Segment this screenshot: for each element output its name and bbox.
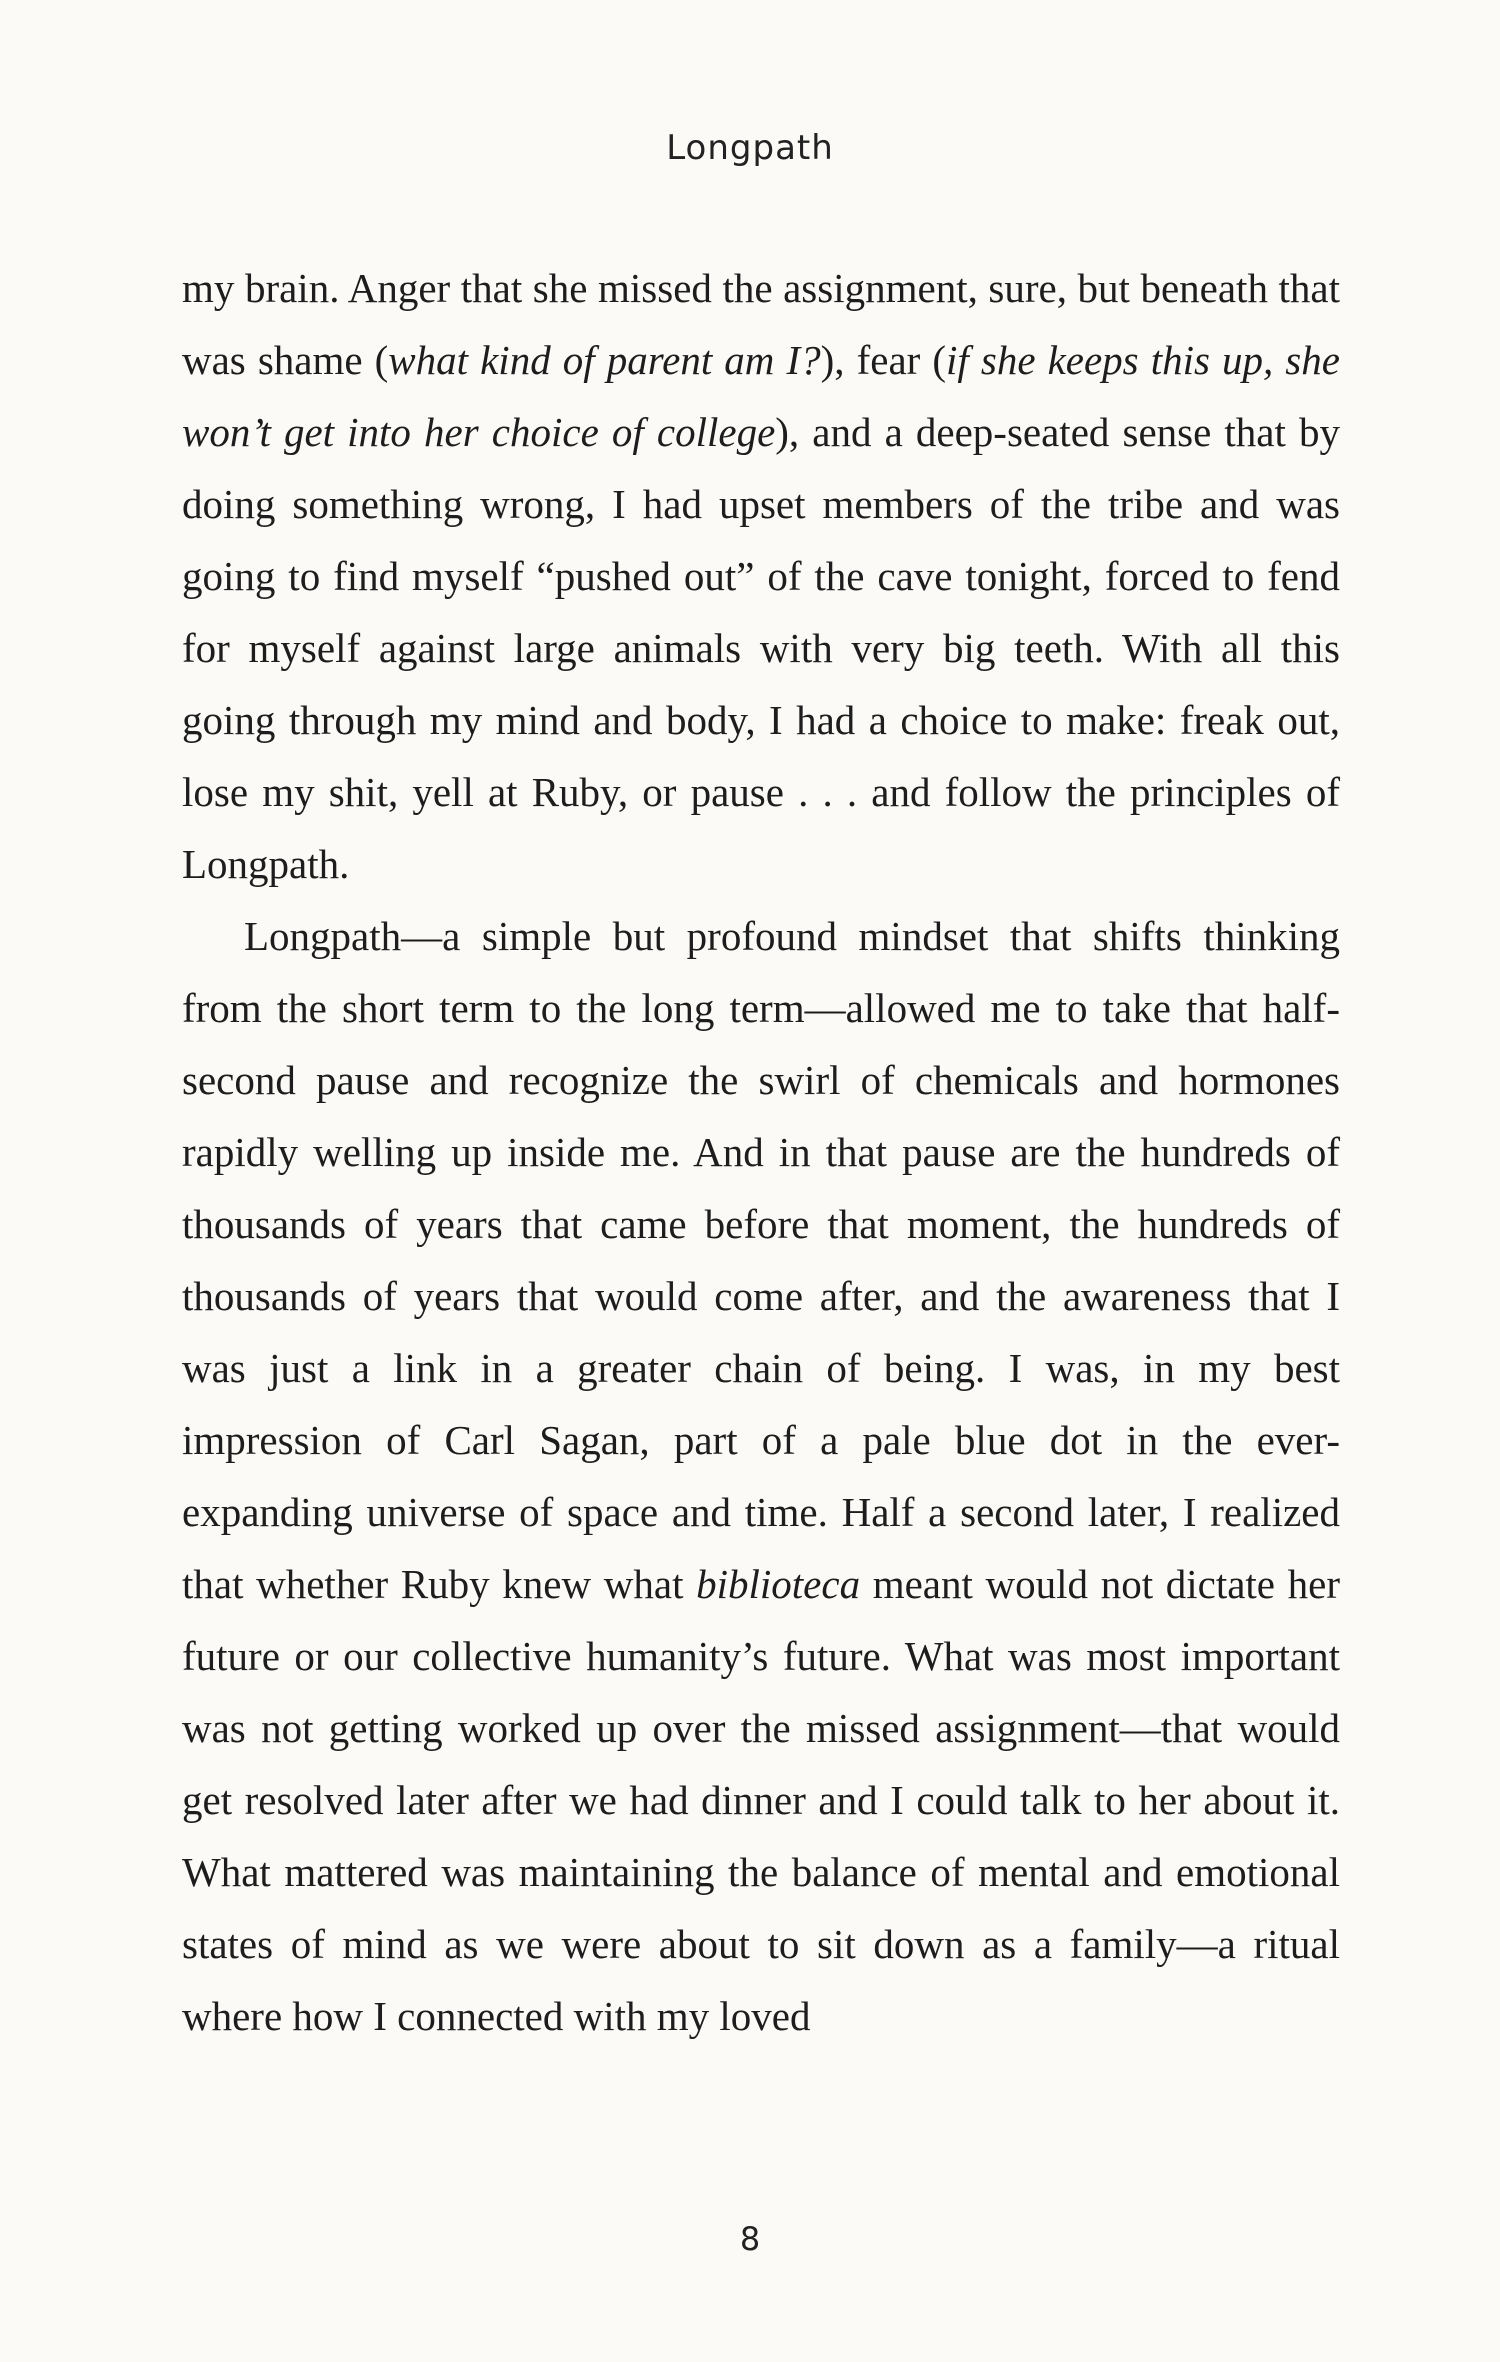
page-number: 8: [739, 2220, 761, 2258]
paragraph-1-italic-b: if she keeps this up, she won’t get into her choice of college: [182, 337, 1340, 455]
paragraph-2: [182, 900, 1340, 2052]
body-text: [182, 252, 1340, 2052]
paragraph-1-text-a: my brain. Anger that she missed the assignment, sure, but beneath that was shame (: [182, 265, 1340, 383]
paragraph-1: [182, 252, 1340, 900]
paragraph-2-italic: biblioteca: [696, 1561, 861, 1607]
paragraph-2-text-b: meant would not dictate her future or our collective humanity’s future. What was most important was not getting worked up over the missed assignment—that would get resolved later after we had dinner and I could talk to her about it. What mattered was maintaining the balance of mental and emotional states of mind as we were about to sit down as a family—a ritual where how I connected with my loved: [182, 1561, 1340, 2039]
paragraph-1-text-b: ), fear (: [820, 337, 947, 383]
paragraph-1-text-c: ), and a deep-seated sense that by doing something wrong, I had upset members of the tribe and was going to find myself “pushed out” of the cave tonight, forced to fend for myself against large animals with very big teeth. With all this going through my mind and body, I had a choice to make: freak out, lose my shit, yell at Ruby, or pause . . . and follow the principles of Longpath.: [182, 409, 1341, 887]
running-head: Longpath: [666, 128, 834, 168]
paragraph-2-text-a: Longpath—a simple but profound mindset that shifts thinking from the short term to the long term—allowed me to take that half-second pause and recognize the swirl of chemicals and hormones rapidly welling up inside me. And in that pause are the hundreds of thousands of years that came before that moment, the hundreds of thousands of years that would come after, and the awareness that I was just a link in a greater chain of being. I was, in my best impression of Carl Sagan, part of a pale blue dot in the ever-expanding universe of space and time. Half a second later, I realized that whether Ruby knew what: [182, 913, 1340, 1607]
paragraph-1-italic-a: what kind of parent am I?: [388, 337, 821, 383]
